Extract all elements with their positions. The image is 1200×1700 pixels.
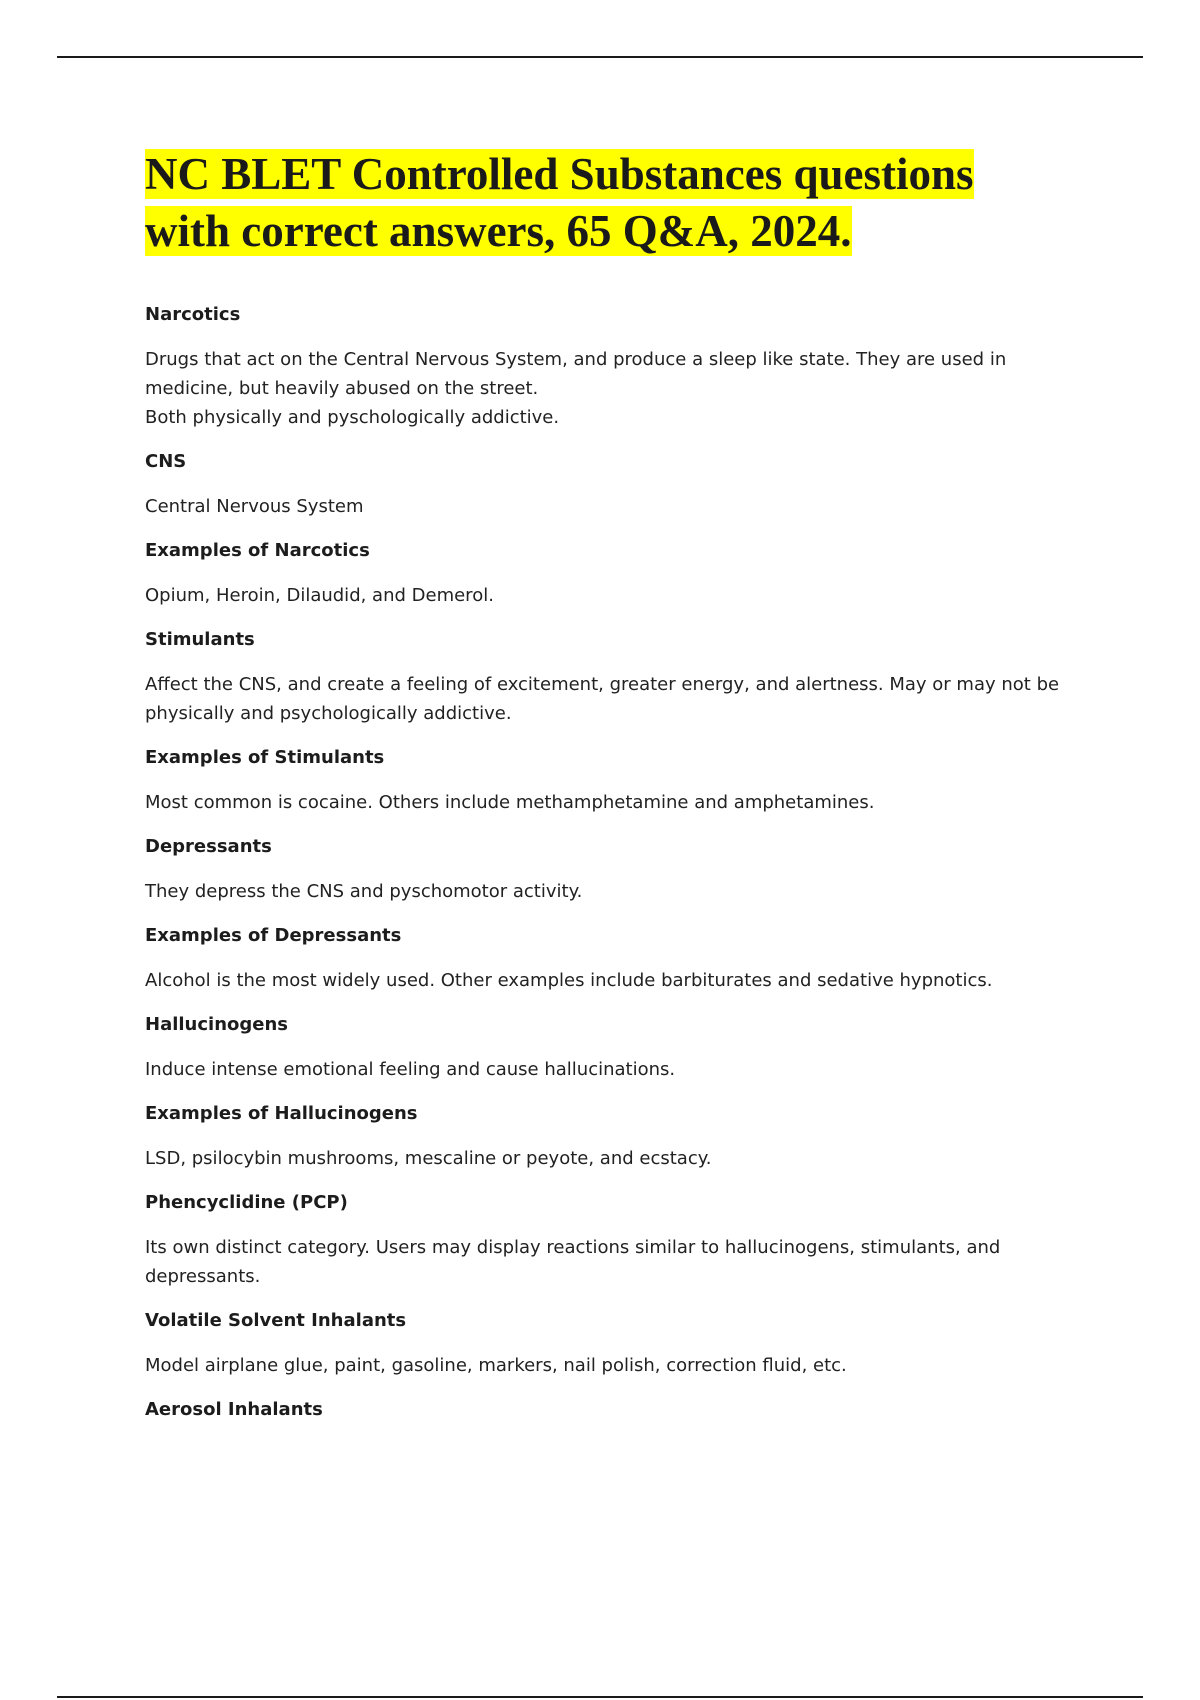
question-term: Narcotics [145, 304, 241, 325]
title-highlight [145, 149, 974, 256]
qa-item [145, 1012, 1085, 1084]
footer-rule [57, 1696, 1143, 1698]
qa-item [145, 1397, 1085, 1423]
answer-definition: Drugs that act on the Central Nervous System, and produce a sleep like state. They are used in medicine, but heavily abused on the street. Both physically and pyschologically addictive. [145, 349, 1007, 428]
qa-item [145, 923, 1085, 995]
question-term: CNS [145, 451, 187, 472]
qa-item [145, 1101, 1085, 1173]
qa-item [145, 1308, 1085, 1380]
question-term: Examples of Narcotics [145, 540, 370, 561]
qa-item [145, 834, 1085, 906]
qa-item [145, 1190, 1085, 1291]
question-term: Examples of Hallucinogens [145, 1103, 418, 1124]
title-line-2: with correct answers, 65 Q&A, 2024. [145, 206, 852, 256]
qa-item [145, 745, 1085, 817]
question-term: Depressants [145, 836, 272, 857]
answer-definition: Induce intense emotional feeling and cause hallucinations. [145, 1059, 676, 1080]
question-term: Volatile Solvent Inhalants [145, 1310, 407, 1331]
question-term: Hallucinogens [145, 1014, 289, 1035]
answer-definition: Opium, Heroin, Dilaudid, and Demerol. [145, 585, 494, 606]
qa-item [145, 538, 1085, 610]
question-term: Aerosol Inhalants [145, 1399, 323, 1420]
answer-definition: LSD, psilocybin mushrooms, mescaline or peyote, and ecstacy. [145, 1148, 712, 1169]
question-term: Examples of Depressants [145, 925, 402, 946]
question-term: Stimulants [145, 629, 255, 650]
answer-definition: Affect the CNS, and create a feeling of excitement, greater energy, and alertness. May or may not be physically and psychologically addictive. [145, 674, 1060, 724]
answer-definition: Alcohol is the most widely used. Other examples include barbiturates and sedative hypnotics. [145, 970, 993, 991]
header-rule [57, 56, 1143, 58]
document-title [145, 146, 1085, 260]
qa-item [145, 302, 1085, 432]
answer-definition: Most common is cocaine. Others include methamphetamine and amphetamines. [145, 792, 875, 813]
question-term: Phencyclidine (PCP) [145, 1192, 348, 1213]
qa-item [145, 627, 1085, 728]
answer-definition: Model airplane glue, paint, gasoline, markers, nail polish, correction fluid, etc. [145, 1355, 847, 1376]
answer-definition: Central Nervous System [145, 496, 364, 517]
qa-item [145, 449, 1085, 521]
answer-definition: They depress the CNS and pyschomotor activity. [145, 881, 583, 902]
question-term: Examples of Stimulants [145, 747, 385, 768]
qa-list [145, 302, 1085, 1423]
document-body [145, 146, 1085, 1440]
title-line-1: NC BLET Controlled Substances questions [145, 149, 974, 199]
answer-definition: Its own distinct category. Users may display reactions similar to hallucinogens, stimulants, and depressants. [145, 1237, 1001, 1287]
